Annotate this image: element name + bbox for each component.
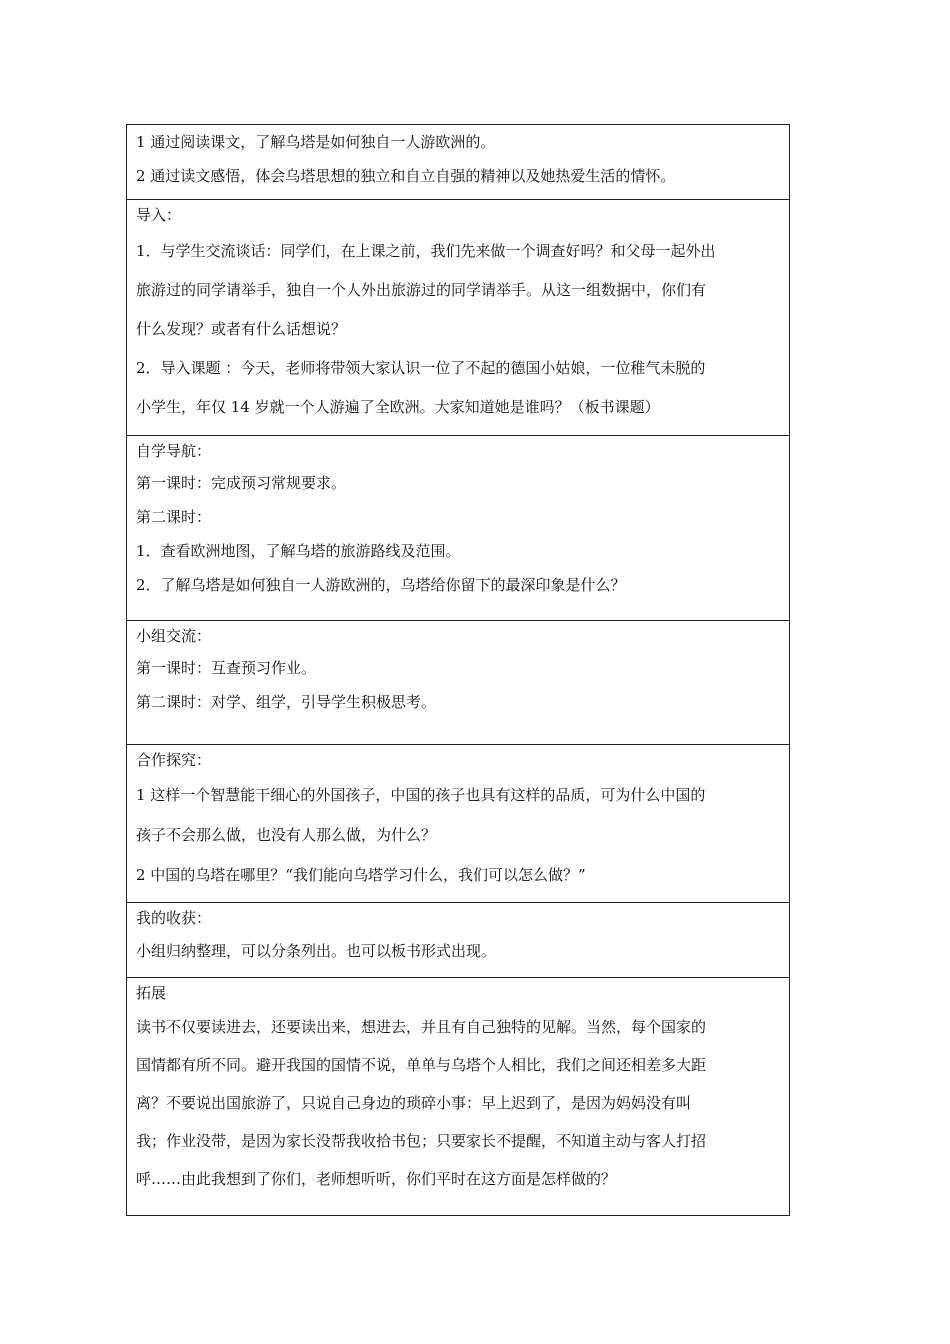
- intro-cell: [127, 199, 789, 435]
- extension-heading: 拓展: [136, 984, 167, 1002]
- lesson-plan-table: [126, 124, 790, 1216]
- coop-line: 1 这样一个智慧能干细心的外国孩子，中国的孩子也具有这样的品质，可为什么中国的: [136, 786, 706, 804]
- coop-line: 2 中国的乌塔在哪里？“我们能向乌塔学习什么，我们可以怎么做？”: [136, 866, 586, 884]
- intro-line: 2．导入课题 ：今天，老师将带领大家认识一位了不起的德国小姑娘，一位稚气未脱的: [136, 359, 706, 377]
- objective-line: 1 通过阅读课文，了解乌塔是如何独自一人游欧洲的。: [136, 133, 496, 151]
- self-study-line: 1．查看欧洲地图，了解乌塔的旅游路线及范围。: [136, 542, 461, 560]
- extension-line: 国情都有所不同。避开我国的国情不说，单单与乌塔个人相比，我们之间还相差多大距: [136, 1056, 707, 1074]
- objectives-cell: [127, 125, 789, 199]
- self-study-line: 第二课时：: [136, 508, 212, 526]
- coop-heading: 合作探究：: [136, 751, 212, 769]
- self-study-cell: [127, 435, 789, 620]
- coop-cell: [127, 744, 789, 902]
- objective-line: 2 通过读文感悟，体会乌塔思想的独立和自立自强的精神以及她热爱生活的情怀。: [136, 167, 676, 185]
- gain-cell: [127, 902, 789, 977]
- extension-line: 我；作业没带，是因为家长没帮我收拾书包；只要家长不提醒，不知道主动与客人打招: [136, 1132, 707, 1150]
- self-study-line: 第一课时：完成预习常规要求。: [136, 474, 347, 492]
- extension-line: 离？不要说出国旅游了，只说自己身边的琐碎小事：早上迟到了，是因为妈妈没有叫: [136, 1094, 692, 1112]
- group-cell: [127, 620, 789, 744]
- group-line: 第二课时：对学、组学，引导学生积极思考。: [136, 693, 437, 711]
- coop-line: 孩子不会那么做，也没有人那么做，为什么？: [136, 826, 437, 844]
- group-line: 第一课时：互查预习作业。: [136, 659, 317, 677]
- extension-line: 读书不仅要读进去，还要读出来，想进去，并且有自己独特的见解。当然，每个国家的: [136, 1018, 707, 1036]
- extension-cell: [127, 977, 789, 1215]
- intro-line: 1．与学生交流谈话：同学们，在上课之前，我们先来做一个调查好吗？和父母一起外出: [136, 242, 716, 260]
- group-heading: 小组交流：: [136, 627, 212, 645]
- extension-line: 呼……由此我想到了你们，老师想听听，你们平时在这方面是怎样做的？: [136, 1170, 617, 1188]
- intro-line: 什么发现？或者有什么话想说？: [136, 320, 347, 338]
- intro-line: 小学生，年仅 14 岁就一个人游遍了全欧洲。大家知道她是谁吗？（板书课题）: [136, 398, 660, 416]
- intro-heading: 导入：: [136, 206, 182, 224]
- self-study-line: 2．了解乌塔是如何独自一人游欧洲的，乌塔给你留下的最深印象是什么？: [136, 576, 626, 594]
- self-study-heading: 自学导航：: [136, 442, 212, 460]
- gain-line: 小组归纳整理，可以分条列出。也可以板书形式出现。: [136, 942, 497, 960]
- gain-heading: 我的收获：: [136, 909, 212, 927]
- intro-line: 旅游过的同学请举手，独自一个人外出旅游过的同学请举手。从这一组数据中，你们有: [136, 281, 707, 299]
